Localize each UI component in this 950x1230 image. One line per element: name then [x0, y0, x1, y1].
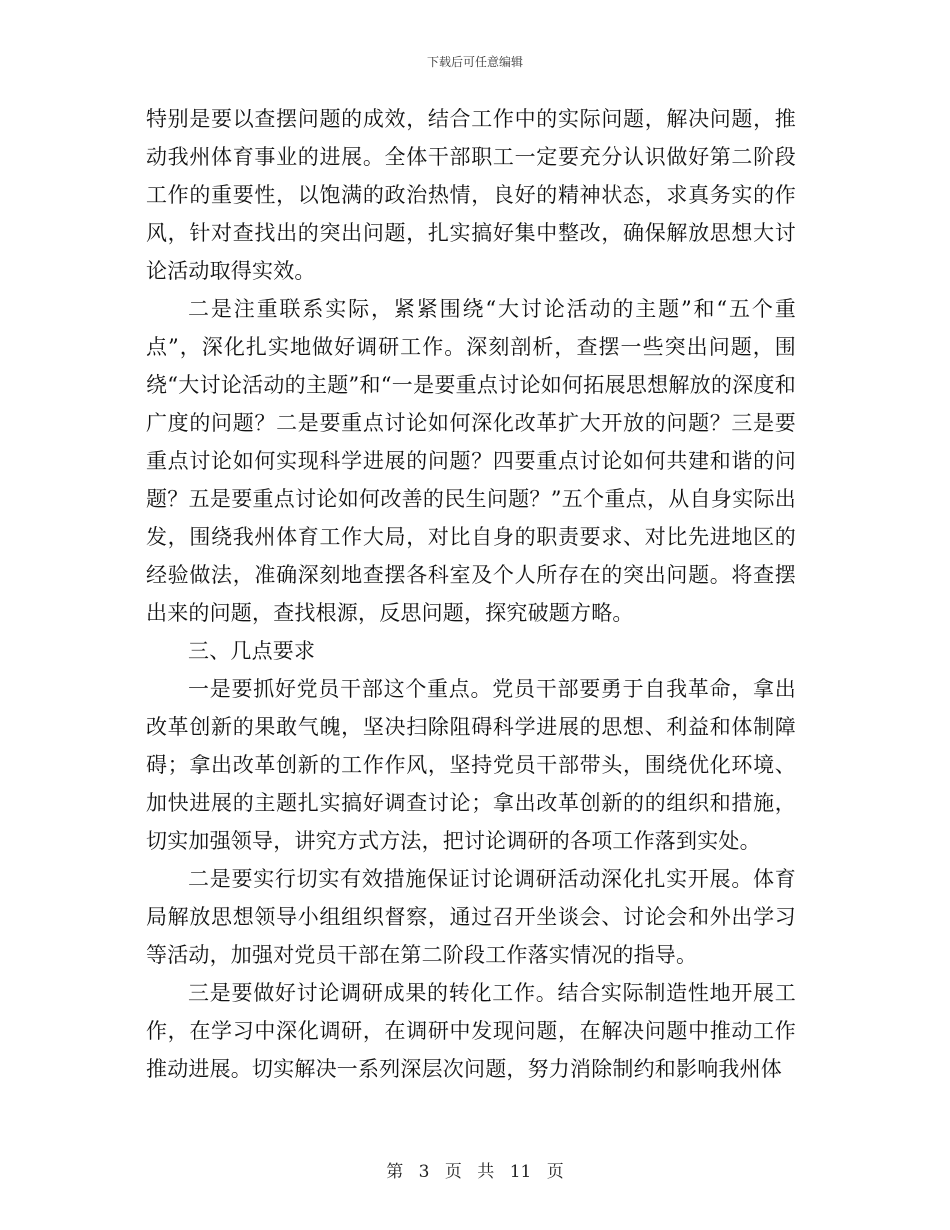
paragraph-2: 二是注重联系实际，紧紧围绕“大讨论活动的主题”和“五个重点”，深化扎实地做好调研工作。深刻剖析，查摆一些突出问题，围绕“大讨论活动的主题”和“一是要重点讨论如何拓展思想解放的深度和广度的问题？二是要重点讨论如何深化改革扩大开放的问题？三是要重点讨论如何实现科学进展的问题？四要重点讨论如何共建和谐的问题？五是要重点讨论如何改善的民生问题？”五个重点，从自身实际出发，围绕我州体育工作大局，对比自身的职责要求、对比先进地区的经验做法，准确深刻地查摆各科室及个人所存在的突出问题。将查摆出来的问题，查找根源，反思问题，探究破题方略。	[146, 297, 796, 625]
paragraph-4: 二是要实行切实有效措施保证讨论调研活动深化扎实开展。体育局解放思想领导小组组织督察，通过召开坐谈会、讨论会和外出学习等活动，加强对党员干部在第二阶段工作落实情况的指导。	[146, 867, 796, 967]
paragraph-3: 一是要抓好党员干部这个重点。党员干部要勇于自我革命，拿出改革创新的果敢气魄，坚决扫除阻碍科学进展的思想、利益和体制障碍；拿出改革创新的工作作风，坚持党员干部带头，围绕优化环境、加快进展的主题扎实搞好调查讨论；拿出改革创新的的组织和措施，切实加强领导，讲究方式方法，把讨论调研的各项工作落到实处。	[146, 677, 796, 853]
page-header: 下载后可任意编辑	[426, 55, 523, 69]
paragraph-1: 特别是要以查摆问题的成效，结合工作中的实际问题，解决问题，推动我州体育事业的进展。全体干部职工一定要充分认识做好第二阶段工作的重要性，以饱满的政治热情，良好的精神状态，求真务实的作风，针对查找出的突出问题，扎实搞好集中整改，确保解放思想大讨论活动取得实效。	[146, 107, 796, 283]
page-number-footer: 第 3 页 共 11 页	[386, 1162, 564, 1182]
section-heading: 三、几点要求	[188, 639, 316, 663]
document-body	[146, 100, 796, 1088]
paragraph-5: 三是要做好讨论调研成果的转化工作。结合实际制造性地开展工作，在学习中深化调研，在调研中发现问题，在解决问题中推动工作推动进展。切实解决一系列深层次问题，努力消除制约和影响我州体	[146, 981, 796, 1081]
